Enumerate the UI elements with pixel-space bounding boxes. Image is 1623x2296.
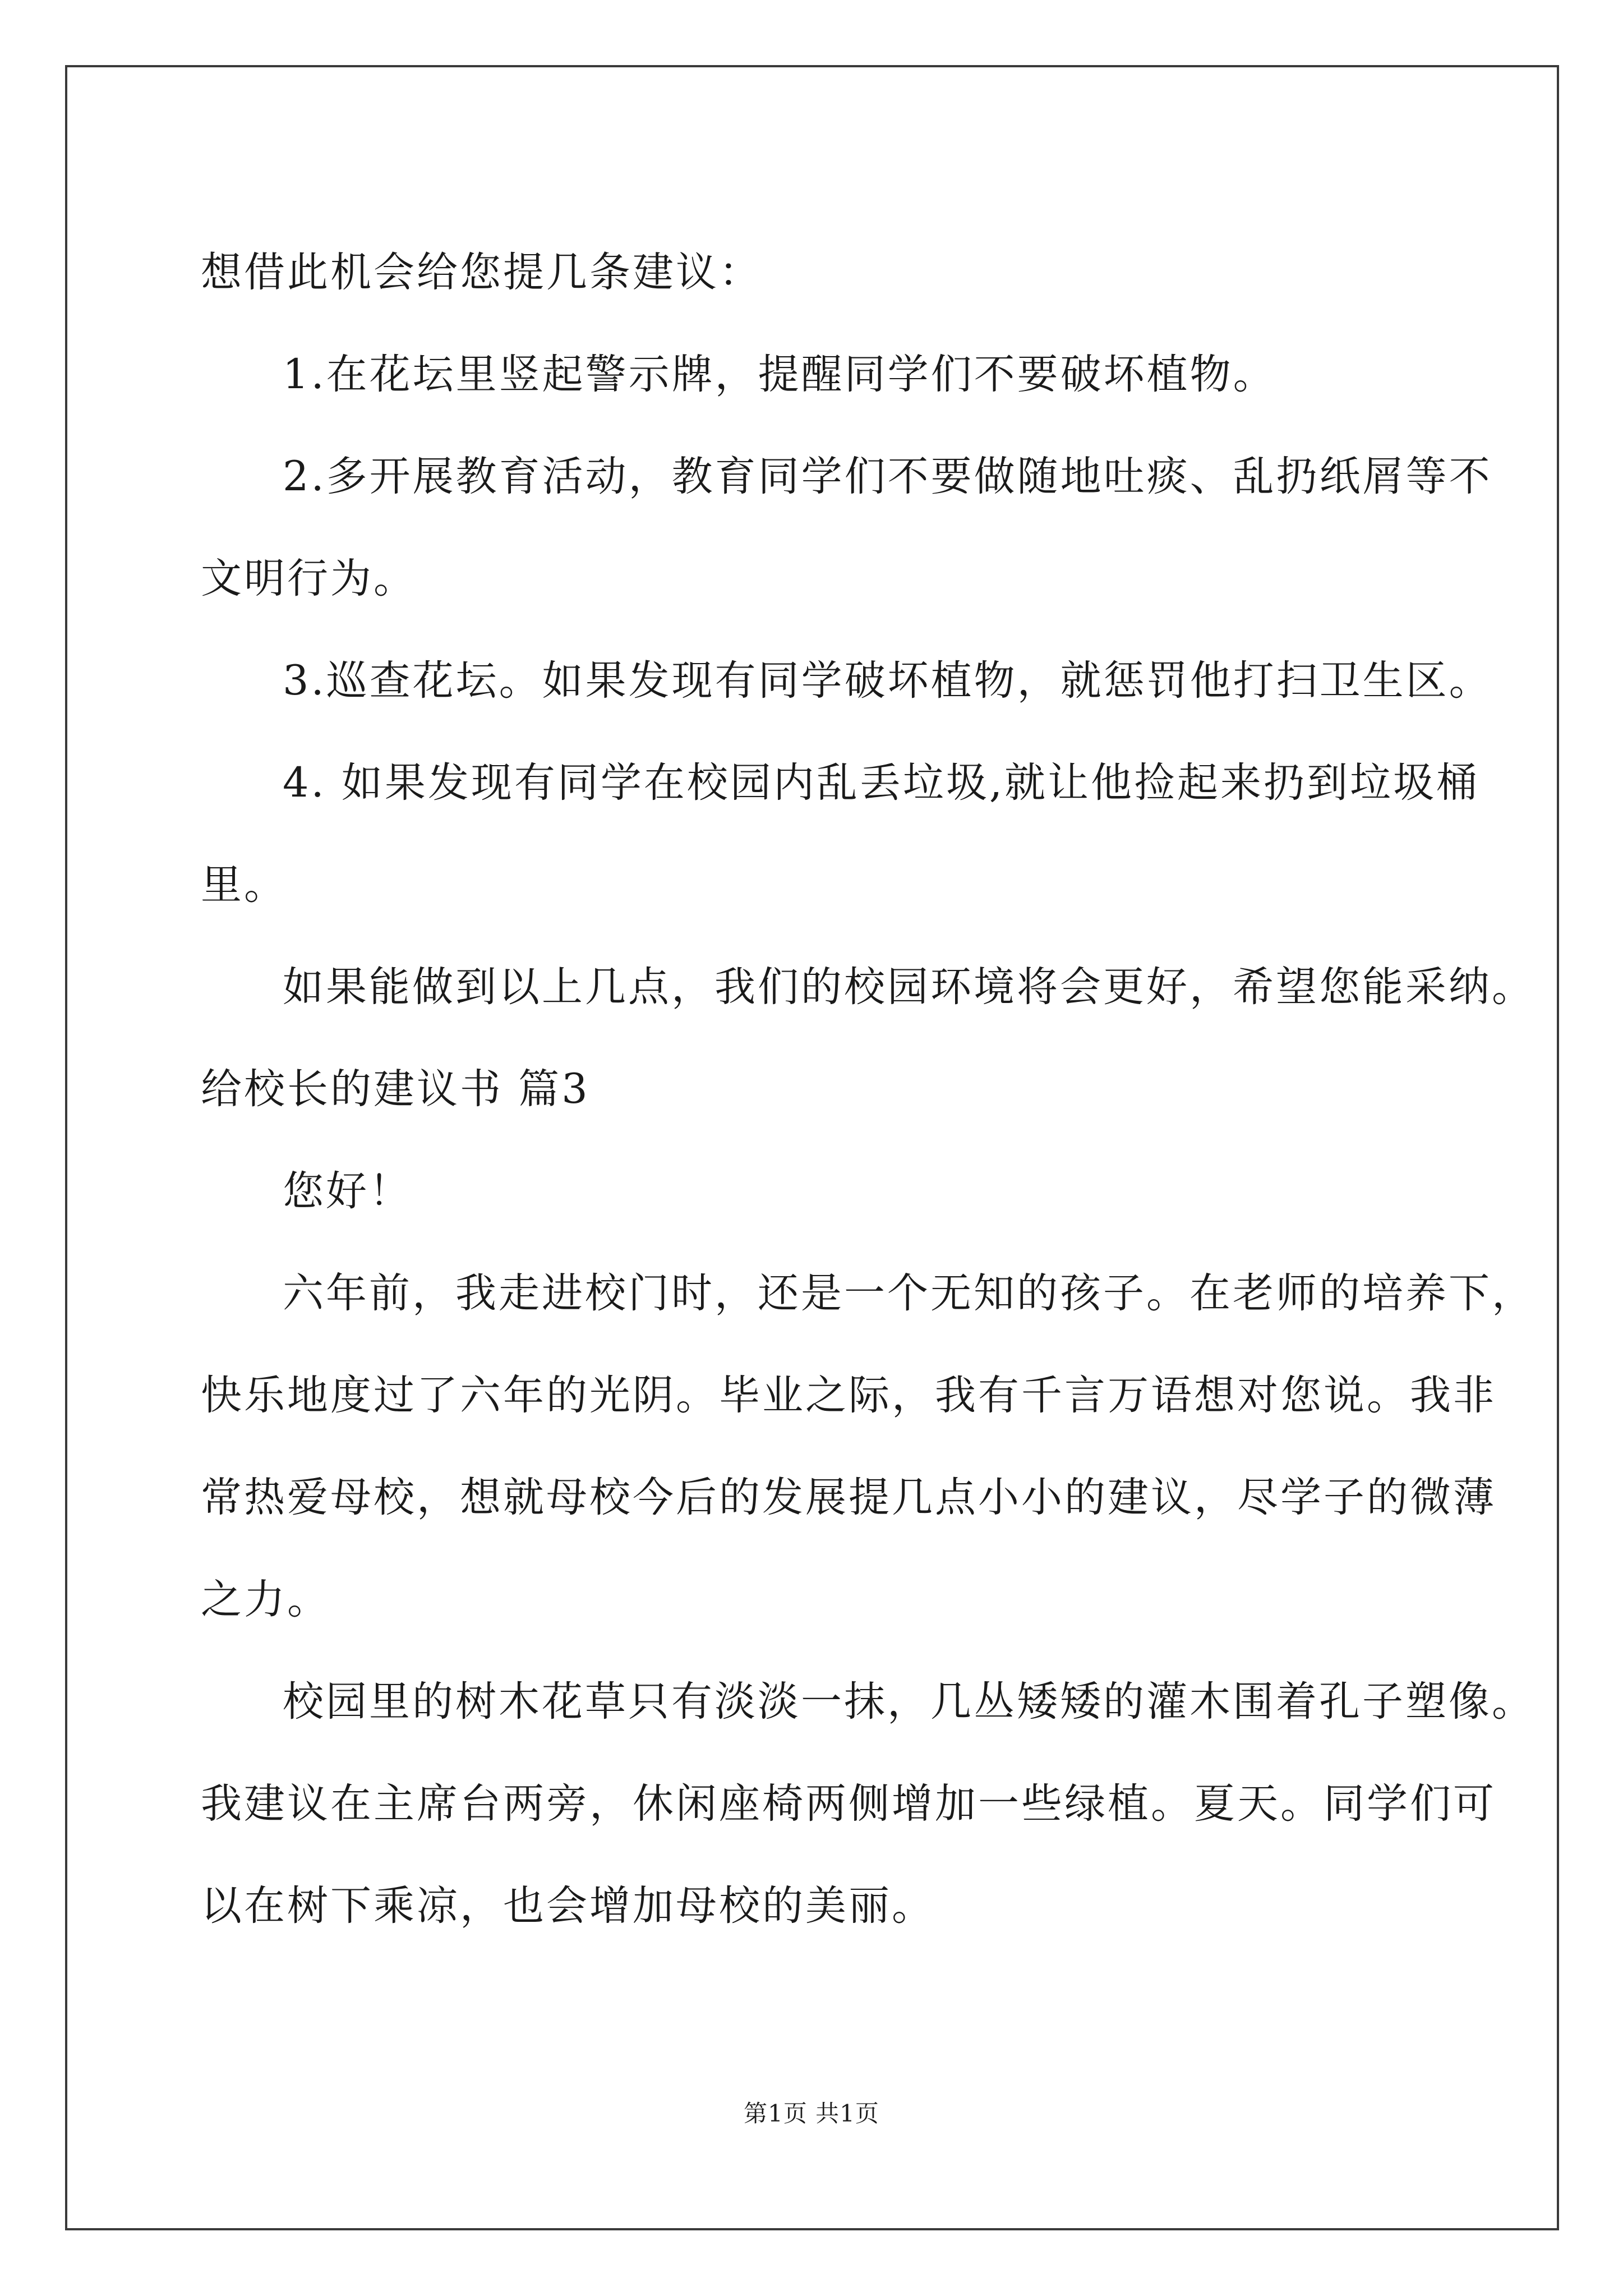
text-line: 校园里的树木花草只有淡淡一抹，几丛矮矮的灌木围着孔子塑像。	[283, 1678, 1535, 1726]
text-line: 六年前，我走进校门时，还是一个无知的孩子。在老师的培养下，	[283, 1269, 1535, 1317]
text-line: 1.在花坛里竖起警示牌，提醒同学们不要破坏植物。	[283, 351, 1276, 398]
text-line: 文明行为。	[201, 555, 417, 602]
text-line: 之力。	[201, 1576, 330, 1623]
text-line: 想借此机会给您提几条建议：	[201, 249, 762, 296]
text-line: 里。	[201, 861, 287, 909]
text-line: 如果能做到以上几点，我们的校园环境将会更好，希望您能采纳。	[283, 963, 1535, 1011]
text-line: 以在树下乘凉，也会增加母校的美丽。	[201, 1882, 935, 1930]
text-line: 常热爱母校，想就母校今后的发展提几点小小的建议，尽学子的微薄	[201, 1474, 1496, 1521]
page-footer: 第1页 共1页	[744, 2100, 879, 2127]
text-line: 快乐地度过了六年的光阴。毕业之际，我有千言万语想对您说。我非	[201, 1372, 1496, 1419]
text-line: 4. 如果发现有同学在校园内乱丢垃圾,就让他捡起来扔到垃圾桶	[283, 759, 1480, 807]
greeting: 您好！	[283, 1167, 412, 1215]
text-line: 我建议在主席台两旁，休闲座椅两侧增加一些绿植。夏天。同学们可	[201, 1780, 1496, 1828]
document-body	[201, 222, 1535, 1957]
text-line: 2.多开展教育活动，教育同学们不要做随地吐痰、乱扔纸屑等不	[283, 453, 1492, 500]
text-line: 3.巡查花坛。如果发现有同学破坏植物，就惩罚他打扫卫生区。	[283, 657, 1492, 705]
section-heading: 给校长的建议书 篇3	[201, 1065, 590, 1113]
